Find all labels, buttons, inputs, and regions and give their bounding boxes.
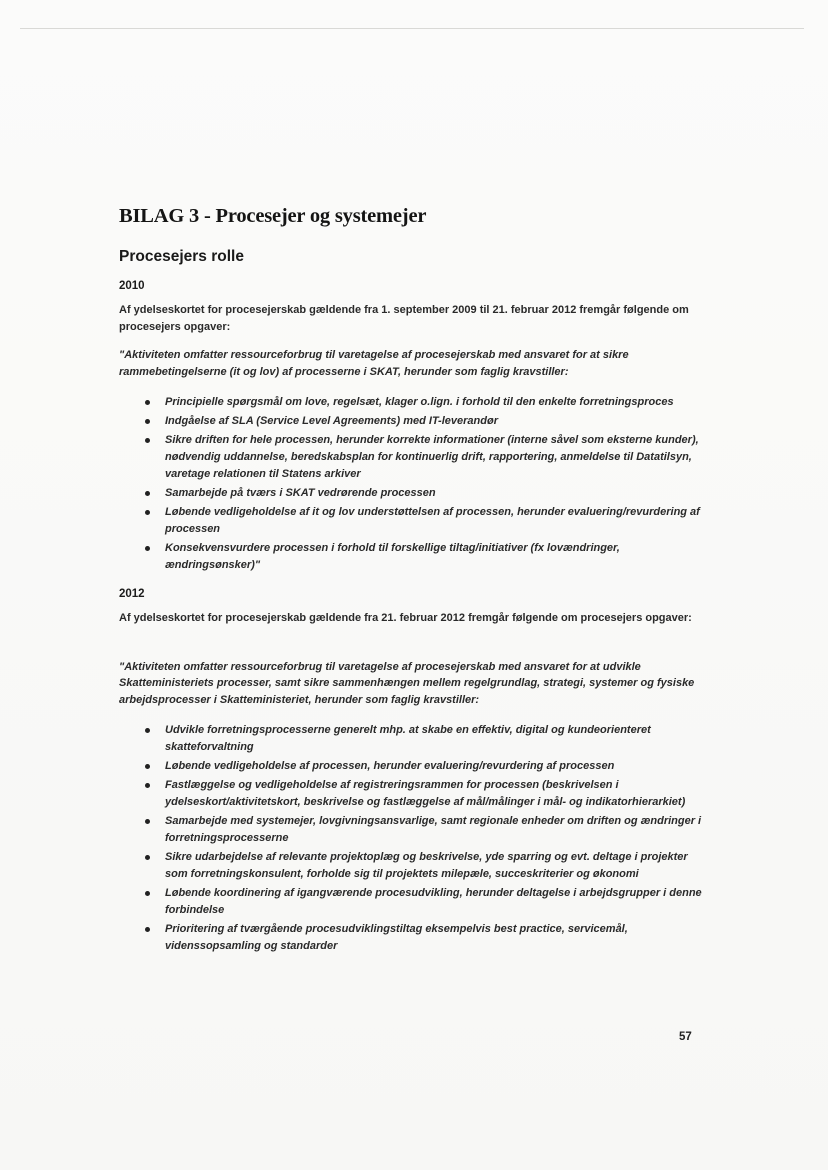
quote-2012: "Aktiviteten omfatter ressourceforbrug til varetagelse af procesejerskab med ansvaret for at udvikle Skatteministeriets processer, samt sikre sammenhængen mellem regelgrundlag, strategi, systemer og fysiske arbejdsprocesser i Skatteministeriet, herunder som faglig kravstiller: xyxy=(119,660,695,706)
bullet-icon xyxy=(145,927,150,932)
intro-2012: Af ydelseskortet for procesejerskab gældende fra 21. februar 2012 fremgår følgende om procesejers opgaver: xyxy=(119,612,692,624)
bullet-icon xyxy=(145,438,150,443)
list-item: Udvikle forretningsprocesserne generelt mhp. at skabe en effektiv, digital og kundeorienteret skatteforvaltning xyxy=(149,722,709,756)
page-title: BILAG 3 - Procesejer og systemejer xyxy=(119,205,427,227)
list-item: Samarbejde med systemejer, lovgivningsansvarlige, samt regionale enheder om driften og ændringer i forretningsprocesserne xyxy=(149,813,709,847)
list-item: Løbende vedligeholdelse af processen, herunder evaluering/revurdering af processen xyxy=(149,758,709,775)
bullet-icon xyxy=(145,819,150,824)
bullet-icon xyxy=(145,419,150,424)
bullet-icon xyxy=(145,783,150,788)
list-item: Sikre driften for hele processen, herunder korrekte informationer (interne såvel som eksterne kunder), nødvendig uddannelse, beredskabsplan for kontinuerlig drift, rapportering, anmeldelse til Datatilsyn, varetage relationen til Statens arkiver xyxy=(149,432,709,483)
list-item: Samarbejde på tværs i SKAT vedrørende processen xyxy=(149,485,709,502)
intro-2010: Af ydelseskortet for procesejerskab gældende fra 1. september 2009 til 21. februar 2012 fremgår følgende om procesejers opgaver: xyxy=(119,304,689,333)
document-body xyxy=(119,205,709,969)
year-heading-2010: 2010 xyxy=(119,280,145,292)
list-item: Løbende vedligeholdelse af it og lov understøttelsen af processen, herunder evaluering/revurdering af processen xyxy=(149,504,709,538)
spacer xyxy=(119,639,709,659)
list-item: Prioritering af tværgående procesudviklingstiltag eksempelvis best practice, servicemål, videnssopsamling og standarder xyxy=(149,921,709,955)
list-item: Sikre udarbejdelse af relevante projektoplæg og beskrivelse, yde sparring og evt. deltage i projekter som forretningskonsulent, forholde sig til projektets milepæle, succeskriterier og økonomi xyxy=(149,849,709,883)
list-item: Indgåelse af SLA (Service Level Agreements) med IT-leverandør xyxy=(149,413,709,430)
bullet-icon xyxy=(145,510,150,515)
section-heading: Procesejers rolle xyxy=(119,248,244,265)
bullet-icon xyxy=(145,728,150,733)
bullet-icon xyxy=(145,400,150,405)
list-item: Løbende koordinering af igangværende procesudvikling, herunder deltagelse i arbejdsgrupper i denne forbindelse xyxy=(149,885,709,919)
bullet-icon xyxy=(145,491,150,496)
bullet-icon xyxy=(145,891,150,896)
list-item: Fastlæggelse og vedligeholdelse af registreringsrammen for processen (beskrivelsen i ydelseskort/aktivitetskort, beskrivelse og fastlæggelse af mål/målinger i mål- og indikatorhierarkiet) xyxy=(149,777,709,811)
scan-edge-line xyxy=(20,28,804,29)
list-item: Principielle spørgsmål om love, regelsæt, klager o.lign. i forhold til den enkelte forretningsproces xyxy=(149,394,709,411)
bullet-icon xyxy=(145,546,150,551)
bullet-list-2012 xyxy=(119,722,709,955)
list-item: Konsekvensvurdere processen i forhold til forskellige tiltag/initiativer (fx lovændringer, ændringsønsker)" xyxy=(149,540,709,574)
year-heading-2012: 2012 xyxy=(119,588,145,600)
bullet-icon xyxy=(145,764,150,769)
page-number: 57 xyxy=(679,1031,692,1043)
quote-2010: "Aktiviteten omfatter ressourceforbrug til varetagelse af procesejerskab med ansvaret for at sikre rammebetingelserne (it og lov) af processerne i SKAT, herunder som faglig kravstiller: xyxy=(119,349,629,378)
bullet-icon xyxy=(145,855,150,860)
bullet-list-2010 xyxy=(119,394,709,574)
